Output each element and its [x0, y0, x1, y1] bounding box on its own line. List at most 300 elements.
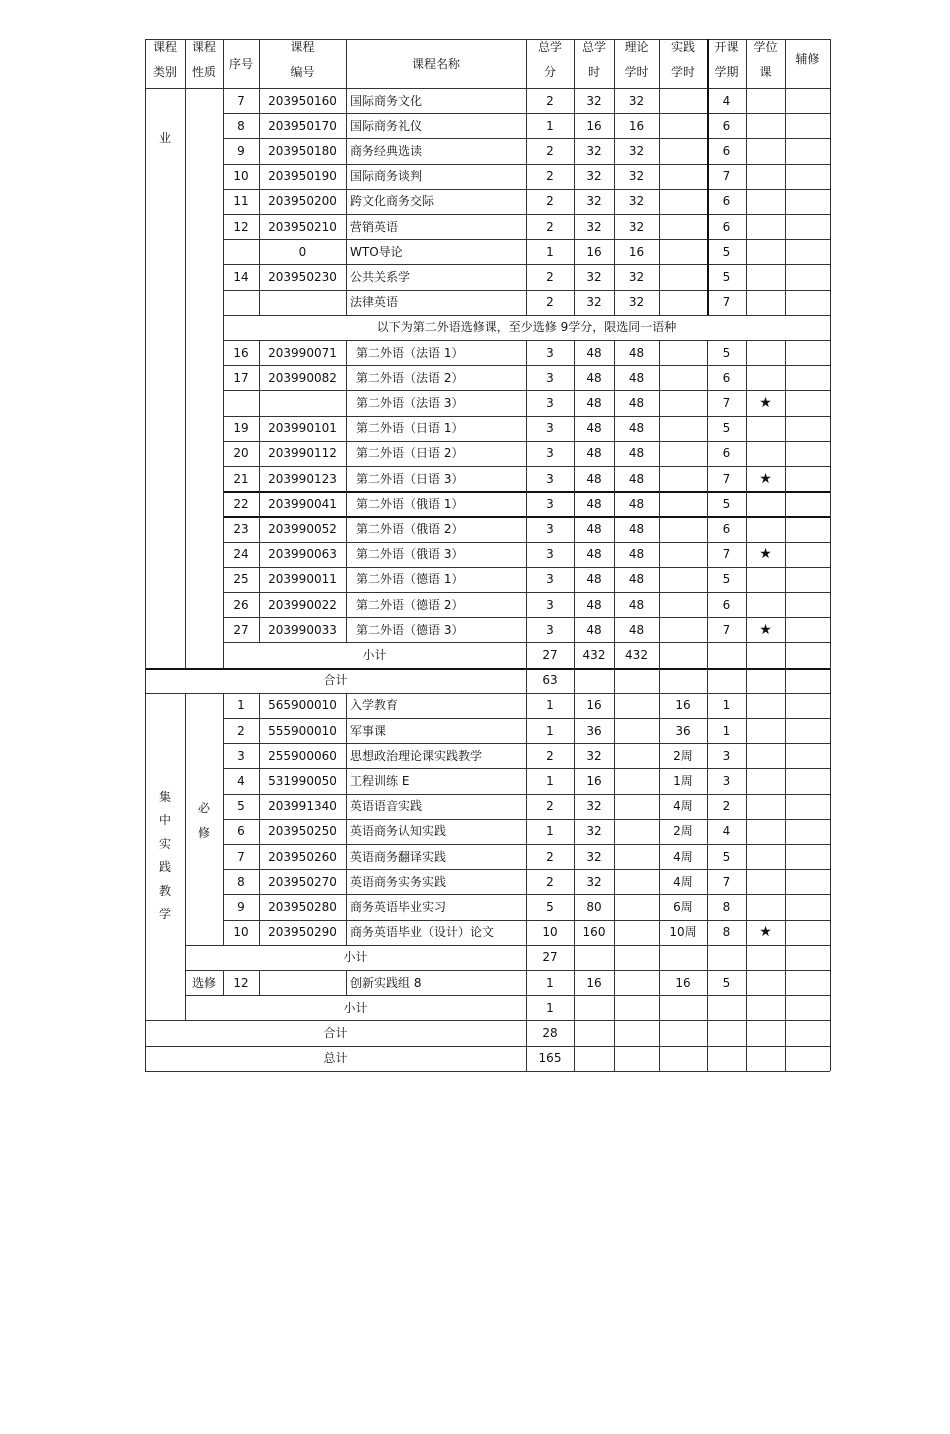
cell-practice [659, 365, 707, 390]
cell-credits: 3 [546, 547, 554, 562]
total-credits: 63 [542, 673, 558, 688]
cell-theory [614, 718, 659, 743]
cell-credits: 3 [546, 370, 554, 385]
nature-elective: 选修 [191, 975, 216, 990]
cell-semester: 5 [722, 849, 731, 864]
cell-code: 203990022 [268, 597, 337, 612]
grid-line [614, 340, 615, 1071]
grid-line [145, 88, 830, 89]
grid-line [707, 39, 709, 315]
cell-semester: 3 [722, 748, 731, 763]
cell-credits: 1 [546, 244, 554, 259]
cell-theory: 48 [628, 395, 645, 410]
cell-credits: 1 [546, 824, 554, 839]
cell-code [259, 290, 346, 315]
cell-seq: 16 [233, 345, 249, 360]
cell-degree [746, 138, 785, 163]
cell-practice [659, 491, 707, 516]
cell-theory [614, 819, 659, 844]
subtotal-label: 小计 [362, 647, 387, 662]
cell-name: 工程训练 E [350, 773, 410, 788]
grid-line [746, 340, 747, 1071]
cell-code: 203990063 [268, 547, 337, 562]
cell-degree [746, 794, 785, 819]
cell-semester: 5 [722, 496, 731, 511]
category-practice: 集 [158, 789, 171, 804]
cell-name: 第二外语（法语 1） [356, 345, 464, 360]
cell-semester: 7 [722, 295, 731, 310]
cell-hours: 48 [586, 622, 602, 637]
cell-theory: 48 [628, 521, 645, 536]
grid-line [185, 39, 186, 668]
header-category: 类别 [152, 65, 177, 79]
cell-name: 第二外语（日语 3） [356, 471, 464, 486]
cell-name: 跨文化商务交际 [350, 194, 435, 209]
cell-degree: ★ [759, 621, 772, 638]
cell-practice [659, 416, 707, 441]
cell-semester: 8 [722, 899, 731, 914]
cell-code: 203990071 [268, 345, 337, 360]
cell-semester: 1 [722, 723, 731, 738]
cell-code: 203991340 [268, 799, 337, 814]
cell-theory: 48 [628, 421, 645, 436]
cell-degree [746, 340, 785, 365]
cell-seq: 14 [233, 269, 249, 284]
cell-name: 第二外语（德语 2） [356, 597, 464, 612]
cell-credits: 2 [546, 194, 554, 209]
grid-line [830, 39, 831, 1071]
cell-code: 203950160 [268, 93, 337, 108]
cell-semester: 7 [722, 395, 731, 410]
header-semester: 开课 [714, 40, 739, 54]
grid-line [346, 693, 347, 945]
cell-name: 国际商务谈判 [350, 169, 423, 184]
cell-credits: 1 [546, 118, 554, 133]
grand-total-credits: 165 [538, 1051, 562, 1066]
cell-name: 英语商务认知实践 [350, 824, 447, 839]
cell-code: 203990052 [268, 521, 337, 536]
cell-semester: 6 [722, 597, 731, 612]
cell-theory [614, 894, 659, 919]
cell-practice [659, 466, 707, 491]
subtotal-required-label: 小计 [343, 950, 368, 965]
subtotal-elective-label: 小计 [343, 1000, 368, 1015]
cell-credits: 2 [546, 874, 554, 889]
header-degree: 学位 [753, 40, 778, 54]
grid-line [346, 39, 347, 315]
cell-hours: 48 [586, 345, 602, 360]
category-practice: 教 [158, 883, 171, 898]
cell-theory: 48 [628, 345, 645, 360]
cell-credits: 3 [546, 345, 554, 360]
header-minor: 辅修 [795, 51, 820, 66]
cell-seq: 3 [237, 748, 245, 763]
cell-code: 203950180 [268, 143, 337, 158]
grid-line [346, 340, 347, 642]
header-code: 编号 [290, 65, 315, 79]
cell-semester: 1 [722, 698, 731, 713]
cell-practice [659, 214, 707, 239]
cell-credits: 1 [546, 723, 554, 738]
cell-seq: 4 [237, 773, 245, 788]
cell-seq: 8 [237, 118, 245, 133]
grid-line [185, 995, 830, 996]
cell-name: 商务英语毕业（设计）论文 [350, 925, 495, 940]
cell-name: 英语商务实务实践 [350, 874, 447, 889]
cell-degree [746, 113, 785, 138]
cell-degree [746, 592, 785, 617]
cell-hours: 48 [586, 547, 602, 562]
cell-name: 第二外语（法语 3） [356, 395, 464, 410]
cell-credits: 1 [546, 698, 554, 713]
cell-name: 第二外语（法语 2） [356, 370, 464, 385]
grid-line [574, 340, 575, 1071]
cell-theory: 48 [628, 597, 645, 612]
cell-semester: 6 [722, 219, 731, 234]
cell-hours: 32 [586, 269, 602, 284]
cell-semester: 6 [722, 446, 731, 461]
grid-line [259, 340, 260, 642]
cell-theory: 32 [628, 269, 645, 284]
cell-degree [746, 970, 785, 995]
cell-semester: 3 [722, 773, 731, 788]
cell-semester: 5 [722, 269, 731, 284]
cell-practice: 4周 [673, 849, 693, 864]
cell-name: 商务英语毕业实习 [350, 899, 447, 914]
cell-theory: 32 [628, 219, 645, 234]
cell-credits: 2 [546, 849, 554, 864]
grid-line [259, 39, 260, 315]
grid-line [659, 340, 660, 1071]
grid-line [785, 340, 786, 1071]
cell-code: 203950170 [268, 118, 337, 133]
cell-theory: 48 [628, 370, 645, 385]
cell-practice [659, 567, 707, 592]
cell-degree [746, 869, 785, 894]
cell-code: 203950230 [268, 269, 337, 284]
cell-code: 555900010 [268, 723, 337, 738]
cell-practice: 16 [675, 975, 691, 990]
cell-semester: 2 [722, 799, 731, 814]
cell-degree [746, 416, 785, 441]
cell-seq: 5 [237, 799, 245, 814]
curriculum-table [145, 39, 830, 1068]
cell-name: 商务经典选读 [350, 143, 423, 158]
cell-code: 203990011 [268, 572, 337, 587]
cell-degree [746, 768, 785, 793]
header-nature: 课程 [191, 40, 216, 54]
cell-degree [746, 567, 785, 592]
cell-semester: 4 [722, 93, 731, 108]
cell-practice [659, 88, 707, 113]
grid-line [574, 39, 575, 315]
cell-hours: 16 [586, 698, 602, 713]
category-practice: 学 [158, 907, 171, 922]
header-code: 课程 [290, 40, 315, 54]
cell-semester: 5 [722, 975, 731, 990]
grid-line [223, 315, 830, 316]
header-hours: 时 [587, 65, 600, 79]
cell-degree [746, 693, 785, 718]
cell-semester: 8 [722, 925, 731, 940]
header-hours: 总学 [581, 40, 606, 54]
cell-code: 0 [298, 244, 307, 259]
cell-practice [659, 164, 707, 189]
cell-theory [614, 794, 659, 819]
cell-hours: 48 [586, 446, 602, 461]
cell-credits: 10 [542, 925, 558, 940]
cell-credits: 1 [546, 975, 554, 990]
cell-practice [659, 290, 707, 315]
cell-practice: 36 [675, 723, 691, 738]
header-practice: 实践 [670, 40, 695, 54]
cell-theory [614, 869, 659, 894]
grid-line [145, 668, 830, 670]
subtotal-hours: 432 [582, 647, 606, 662]
cell-theory: 32 [628, 194, 645, 209]
cell-theory: 16 [628, 244, 645, 259]
cell-degree [746, 844, 785, 869]
cell-practice: 16 [675, 698, 691, 713]
cell-credits: 2 [546, 269, 554, 284]
grid-line [145, 39, 830, 40]
cell-seq [223, 390, 259, 415]
cell-practice [659, 264, 707, 289]
cell-seq: 27 [233, 622, 249, 637]
cell-name: 法律英语 [350, 295, 399, 310]
grid-line [259, 970, 260, 995]
cell-semester: 7 [722, 547, 731, 562]
cell-seq: 1 [237, 698, 245, 713]
cell-practice: 6周 [673, 899, 693, 914]
grid-line [223, 39, 224, 668]
cell-credits: 3 [546, 446, 554, 461]
cell-hours: 32 [586, 824, 602, 839]
cell-degree [746, 164, 785, 189]
cell-semester: 6 [722, 370, 731, 385]
cell-practice [659, 542, 707, 567]
cell-practice: 2周 [673, 748, 693, 763]
cell-degree [746, 491, 785, 516]
cell-hours: 36 [586, 723, 602, 738]
cell-practice: 4周 [673, 874, 693, 889]
cell-theory: 48 [628, 622, 645, 637]
cell-credits: 3 [546, 572, 554, 587]
cell-semester: 7 [722, 874, 731, 889]
cell-hours: 48 [586, 496, 602, 511]
cell-name: 入学教育 [350, 698, 399, 713]
total-practice-credits: 28 [542, 1025, 558, 1040]
cell-code: 531990050 [268, 773, 337, 788]
header-category: 课程 [152, 40, 177, 54]
cell-code: 203950190 [268, 169, 337, 184]
grid-line [145, 1020, 830, 1021]
category-practice: 践 [158, 860, 171, 875]
cell-code: 203950290 [268, 925, 337, 940]
cell-seq: 20 [233, 446, 249, 461]
cell-theory: 32 [628, 93, 645, 108]
cell-degree: ★ [759, 924, 772, 941]
cell-hours: 48 [586, 370, 602, 385]
cell-hours: 32 [586, 194, 602, 209]
cell-practice: 10周 [669, 925, 697, 940]
cell-degree [746, 189, 785, 214]
cell-seq: 9 [237, 143, 245, 158]
cell-theory: 32 [628, 143, 645, 158]
total-label: 合计 [323, 673, 348, 688]
cell-semester: 5 [722, 345, 731, 360]
grid-line [259, 693, 260, 945]
header-theory: 理论 [624, 40, 649, 54]
header-semester: 学期 [714, 65, 739, 79]
grid-line [746, 39, 747, 315]
cell-seq: 10 [233, 169, 249, 184]
cell-name: 第二外语（日语 2） [356, 446, 464, 461]
header-theory: 学时 [624, 65, 649, 79]
cell-degree [746, 516, 785, 541]
cell-practice [659, 592, 707, 617]
cell-name: 军事课 [350, 723, 387, 738]
grid-line [707, 340, 708, 1071]
cell-credits: 3 [546, 496, 554, 511]
cell-hours: 32 [586, 169, 602, 184]
cell-hours: 32 [586, 799, 602, 814]
category-practice: 中 [158, 813, 171, 828]
cell-theory: 32 [628, 295, 645, 310]
cell-credits: 3 [546, 471, 554, 486]
cell-code: 203950210 [268, 219, 337, 234]
cell-code: 255900060 [268, 748, 337, 763]
cell-semester: 6 [722, 194, 731, 209]
cell-name: 第二外语（日语 1） [356, 421, 464, 436]
cell-degree: ★ [759, 546, 772, 563]
cell-degree [746, 88, 785, 113]
grid-line [223, 970, 224, 995]
cell-credits: 3 [546, 521, 554, 536]
cell-name: 第二外语（俄语 1） [356, 496, 464, 511]
cell-semester: 5 [722, 572, 731, 587]
cell-name: 营销英语 [350, 219, 399, 234]
cell-theory [614, 844, 659, 869]
cell-practice [659, 239, 707, 264]
cell-degree [746, 743, 785, 768]
cell-semester: 7 [722, 471, 731, 486]
cell-hours: 32 [586, 295, 602, 310]
grid-line [145, 693, 830, 694]
cell-code [259, 970, 346, 995]
cell-hours: 48 [586, 421, 602, 436]
cell-code: 203990123 [268, 471, 337, 486]
cell-code: 203950260 [268, 849, 337, 864]
grid-line [614, 39, 615, 315]
cell-code: 203990082 [268, 370, 337, 385]
cell-credits: 5 [546, 899, 554, 914]
cell-code: 203990041 [268, 496, 337, 511]
cell-hours: 80 [586, 899, 602, 914]
cell-practice [659, 138, 707, 163]
cell-seq: 25 [233, 572, 249, 587]
cell-practice [659, 340, 707, 365]
cell-hours: 32 [586, 143, 602, 158]
cell-hours: 48 [586, 597, 602, 612]
category-major: 业 [158, 131, 171, 146]
cell-seq: 12 [233, 219, 249, 234]
cell-seq: 11 [233, 194, 249, 209]
cell-seq: 23 [233, 521, 249, 536]
cell-hours: 48 [586, 395, 602, 410]
cell-seq: 19 [233, 421, 249, 436]
cell-name: 英语语音实践 [350, 799, 423, 814]
cell-theory: 48 [628, 471, 645, 486]
second-language-note: 以下为第二外语选修课，至少选修 9学分，限选同一语种 [376, 320, 677, 335]
cell-theory: 32 [628, 169, 645, 184]
cell-degree [746, 718, 785, 743]
cell-name: 第二外语（德语 1） [356, 572, 464, 587]
cell-name: 国际商务文化 [350, 93, 423, 108]
category-practice: 实 [158, 836, 171, 851]
cell-seq: 2 [237, 723, 245, 738]
grid-line [145, 1046, 830, 1047]
cell-semester: 5 [722, 244, 731, 259]
cell-code: 203990112 [268, 446, 337, 461]
header-name: 课程名称 [411, 56, 460, 71]
cell-semester: 7 [722, 622, 731, 637]
cell-practice: 1周 [673, 773, 693, 788]
grid-line [223, 693, 224, 945]
cell-hours: 48 [586, 521, 602, 536]
cell-code: 203950200 [268, 194, 337, 209]
cell-theory: 48 [628, 446, 645, 461]
cell-name: WTO导论 [350, 244, 403, 259]
cell-credits: 3 [546, 597, 554, 612]
cell-practice: 2周 [673, 824, 693, 839]
cell-hours: 16 [586, 244, 602, 259]
grid-line [785, 39, 786, 315]
cell-hours: 32 [586, 874, 602, 889]
total-practice-label: 合计 [323, 1025, 348, 1040]
grid-line [659, 39, 660, 315]
cell-degree [746, 214, 785, 239]
cell-degree [746, 441, 785, 466]
nature-required: 必 [197, 800, 210, 815]
cell-name: 思想政治理论课实践教学 [350, 748, 483, 763]
cell-semester: 6 [722, 521, 731, 536]
header-practice: 学时 [670, 65, 695, 79]
cell-credits: 3 [546, 421, 554, 436]
cell-seq: 22 [233, 496, 249, 511]
cell-name: 第二外语（俄语 2） [356, 521, 464, 536]
cell-practice [659, 617, 707, 642]
grid-line [185, 945, 223, 946]
cell-theory [614, 768, 659, 793]
cell-credits: 2 [546, 799, 554, 814]
cell-seq: 12 [233, 975, 249, 990]
cell-seq: 26 [233, 597, 249, 612]
cell-credits: 2 [546, 93, 554, 108]
cell-hours: 16 [586, 975, 602, 990]
cell-seq: 10 [233, 925, 249, 940]
cell-semester: 6 [722, 118, 731, 133]
cell-code: 203950250 [268, 824, 337, 839]
cell-code: 203950270 [268, 874, 337, 889]
subtotal-elective-credits: 1 [546, 1000, 554, 1015]
cell-credits: 2 [546, 143, 554, 158]
cell-practice [659, 516, 707, 541]
cell-hours: 32 [586, 849, 602, 864]
grand-total-label: 总计 [323, 1051, 348, 1066]
cell-hours: 160 [582, 925, 606, 940]
cell-name: 第二外语（俄语 3） [356, 547, 464, 562]
